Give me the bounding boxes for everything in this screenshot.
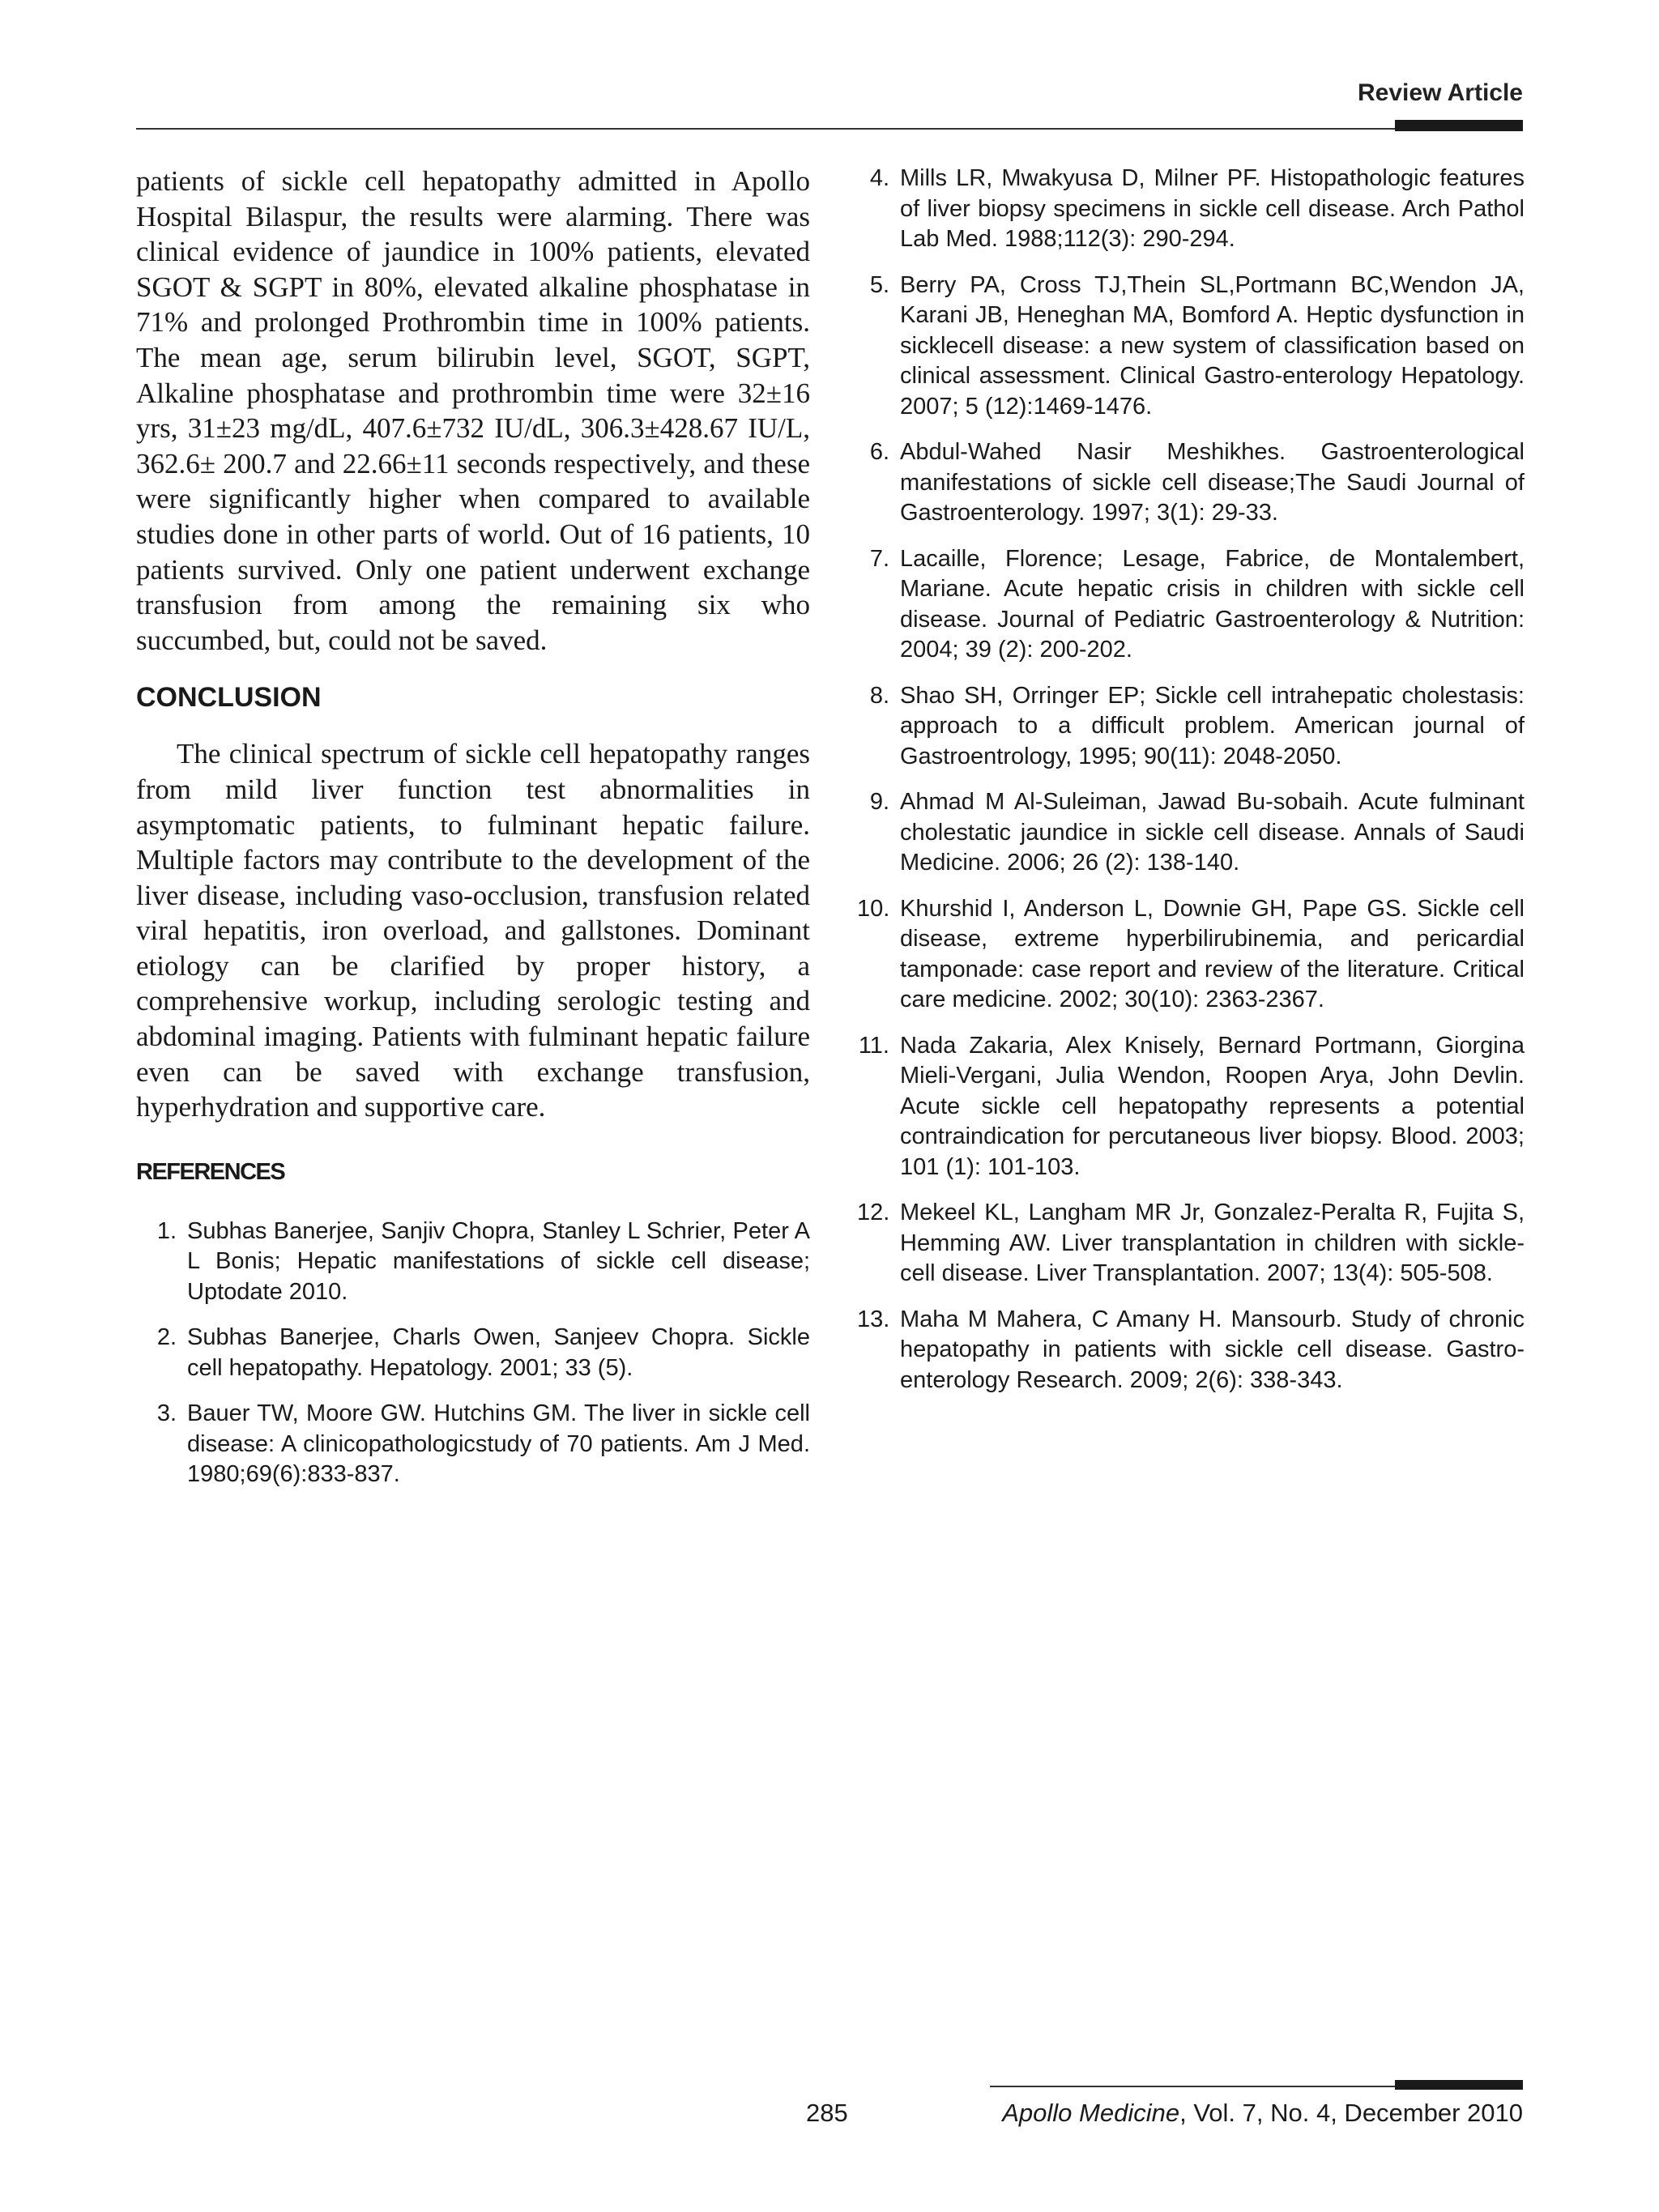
reference-text: Abdul-Wahed Nasir Meshikhes. Gastroenterological manifestations of sickle cell disease;The Saudi Journal of Gastroenterology. 1997; 3(1): 29-33. [900,439,1525,526]
reference-text: Shao SH, Orringer EP; Sickle cell intrahepatic cholestasis: approach to a difficult problem. American journal of Gastroentrology, 1995; 90(11): 2048-2050. [900,682,1525,769]
reference-list-left [136,1217,810,1490]
reference-text: Subhas Banerjee, Sanjiv Chopra, Stanley L Schrier, Peter A L Bonis; Hepatic manifestations of sickle cell disease; Uptodate 2010. [187,1217,810,1305]
reference-item [857,1305,1525,1396]
left-column [136,164,810,1506]
conclusion-heading: CONCLUSION [136,682,322,714]
reference-number: 11. [858,1032,889,1059]
reference-number: 1. [156,1217,177,1244]
reference-item [857,544,1525,666]
reference-item [136,1323,810,1383]
reference-item [136,1217,810,1308]
reference-item [136,1399,810,1490]
reference-number: 5. [869,271,889,298]
reference-number: 6. [869,439,889,465]
reference-text: Ahmad M Al-Suleiman, Jawad Bu-sobaih. Acute fulminant cholestatic jaundice in sickle cell disease. Annals of Saudi Medicine. 2006; 26 (2): 138-140. [900,789,1525,876]
reference-text: Bauer TW, Moore GW. Hutchins GM. The liver in sickle cell disease: A clinicopathologicstudy of 70 patients. Am J Med. 1980;69(6):833-837. [187,1400,810,1488]
reference-number: 8. [869,682,889,709]
header-label: Review Article [1358,79,1523,106]
journal-name: Apollo Medicine [1002,2099,1180,2127]
conclusion-paragraph: The clinical spectrum of sickle cell hepatopathy ranges from mild liver function test abnormalities in asymptomatic patients, to fulminant hepatic failure. Multiple factors may contribute to the development of the liver disease, including vaso-occlusion, transfusion related viral hepatitis, iron overload, and gallstones. Dominant etiology can be clarified by proper history, a comprehensive workup, including serologic testing and abdominal imaging. Patients with fulminant hepatic failure even can be saved with exchange transfusion, hyperhydration and supportive care. [136,738,810,1123]
reference-item [857,164,1525,255]
reference-item [857,787,1525,879]
reference-item [857,271,1525,423]
reference-text: Berry PA, Cross TJ,Thein SL,Portmann BC,Wendon JA, Karani JB, Heneghan MA, Bomford A. Heptic dysfunction in sicklecell disease: a new system of classification based on clinical assessment. Clinical Gastro-enterology Hepatology. 2007; 5 (12):1469-1476. [900,271,1525,420]
right-column [857,164,1525,1411]
page-number: 285 [806,2099,848,2127]
reference-list-right [857,164,1525,1396]
reference-item [857,1198,1525,1289]
reference-number: 10. [857,895,890,922]
reference-text: Lacaille, Florence; Lesage, Fabrice, de Montalembert, Mariane. Acute hepatic crisis in children with sickle cell disease. Journal of Pediatric Gastroenterology & Nutrition: 2004; 39 (2): 200-202. [900,545,1525,663]
results-paragraph: patients of sickle cell hepatopathy admitted in Apollo Hospital Bilaspur, the results were alarming. There was clinical evidence of jaundice in 100% patients, elevated SGOT & SGPT in 80%, elevated alkaline phosphatase in 71% and prolonged Prothrombin time in 100% patients. The mean age, serum bilirubin level, SGOT, SGPT, Alkaline phosphatase and prothrombin time were 32±16 yrs, 31±23 mg/dL, 407.6±732 IU/dL, 306.3±428.67 IU/L, 362.6± 200.7 and 22.66±11 seconds respectively, and these were significantly higher when compared to available studies done in other parts of world. Out of 16 patients, 10 patients survived. Only one patient underwent exchange transfusion from among the remaining six who succumbed, but, could not be saved. [136,165,810,656]
reference-text: Maha M Mahera, C Amany H. Mansourb. Study of chronic hepatopathy in patients with sickle cell disease. Gastro-enterology Research. 2009; 2(6): 338-343. [900,1306,1525,1393]
header-rule [136,128,1523,130]
journal-issue: , Vol. 7, No. 4, December 2010 [1179,2099,1523,2127]
reference-item [857,894,1525,1016]
reference-item [857,681,1525,773]
reference-number: 9. [869,789,889,815]
reference-number: 12. [857,1200,890,1225]
footer-bar [1395,2080,1523,2090]
reference-number: 4. [869,165,889,191]
header-bar [1395,120,1523,131]
reference-text: Mills LR, Mwakyusa D, Milner PF. Histopathologic features of liver biopsy specimens in sickle cell disease. Arch Pathol Lab Med. 1988;112(3): 290-294. [900,165,1525,252]
reference-text: Khurshid I, Anderson L, Downie GH, Pape GS. Sickle cell disease, extreme hyperbilirubinemia, and pericardial tamponade: case report and review of the literature. Critical care medicine. 2002; 30(10): 2363-2367. [900,895,1525,1012]
reference-text: Mekeel KL, Langham MR Jr, Gonzalez-Peralta R, Fujita S, Hemming AW. Liver transplantation in children with sickle-cell disease. Liver Transplantation. 2007; 13(4): 505-508. [900,1200,1525,1286]
reference-text: Subhas Banerjee, Charls Owen, Sanjeev Chopra. Sickle cell hepatopathy. Hepatology. 2001; 33 (5). [187,1324,810,1381]
references-heading: REFERENCES [136,1158,285,1185]
reference-number: 3. [156,1400,177,1427]
reference-text: Nada Zakaria, Alex Knisely, Bernard Portmann, Giorgina Mieli-Vergani, Julia Wendon, Roopen Arya, John Devlin. Acute sickle cell hepatopathy represents a potential contraindication for percutaneous liver biopsy. Blood. 2003; 101 (1): 101-103. [900,1032,1525,1180]
journal-citation [1002,2099,1523,2128]
reference-number: 2. [156,1324,177,1351]
reference-number: 13. [857,1306,890,1332]
reference-number: 7. [869,545,889,572]
reference-item [857,437,1525,529]
reference-item [857,1031,1525,1183]
